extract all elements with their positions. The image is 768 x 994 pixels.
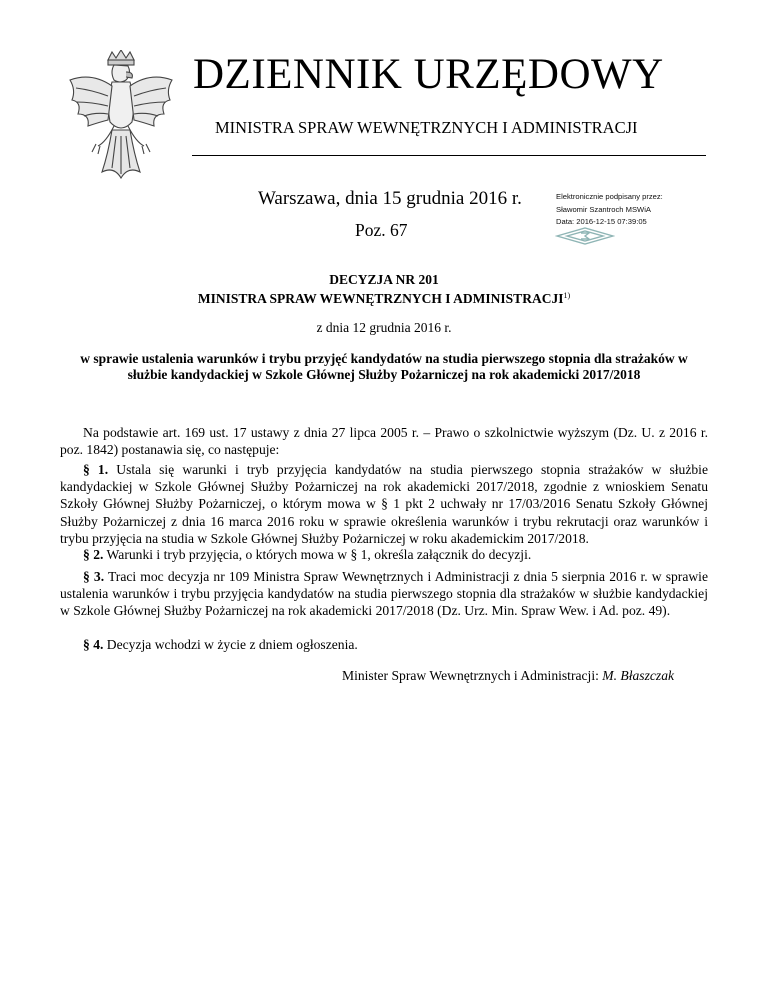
signature-stamp-icon [555,227,615,245]
section-3-label: § 3. [83,569,105,584]
section-3-text: Traci moc decyzja nr 109 Ministra Spraw Wewnętrznych i Administracji z dnia 5 sierpnia 2016 r. w sprawie ustalenia warunków i trybu przyjęcia kandydatów na studia pierwszego stopnia dla strażaków w służbie kandydackiej w Szkole Głównej Służby Pożarniczej na rok akademicki 2017/2018 (Dz. Urz. Min. Spraw Wew. i Ad. poz. 49). [60,569,708,619]
section-3-paragraph [60,568,708,620]
esign-signer: Sławomir Szantroch MSWiA [556,204,651,214]
section-4-text: Decyzja wchodzi w życie z dniem ogłoszenia. [106,637,358,652]
section-1-text: Ustala się warunki i tryb przyjęcia kandydatów na studia pierwszego stopnia strażaków w służbie kandydackiej w Szkole Głównej Służby Pożarniczej na rok akademicki 2017/2018, zgodnie z wnioskiem Senatu Szkoły Głównej Służby Pożarniczej, o którym mowa w § 1 pkt 2 uchwały nr 17/03/2016 Senatu Szkoły Głównej Służby Pożarniczej z dnia 16 marca 2016 roku w sprawie określenia warunków i trybu rekrutacji oraz warunków i trybu przyjęcia na studia w Szkole Głównej Służby Pożarniczej w roku akademickim 2017/2018. [60,462,708,546]
signatory-name: M. Błaszczak [602,668,675,683]
signatory-role: Minister Spraw Wewnętrznych i Administracji: [342,668,599,683]
decision-authority [60,288,708,307]
position-number: Poz. 67 [355,220,408,240]
journal-subtitle: MINISTRA SPRAW WEWNĘTRZNYCH I ADMINISTRACJI [215,118,638,137]
section-1-label: § 1. [83,462,109,477]
publication-date: Warszawa, dnia 15 grudnia 2016 r. [258,188,522,209]
section-2-text: Warunki i tryb przyjęcia, o których mowa w § 1, określa załącznik do decyzji. [106,547,532,562]
esign-date: Data: 2016-12-15 07:39:05 [556,217,647,226]
section-2-paragraph [60,546,708,563]
signature-line [342,668,674,684]
section-2-label: § 2. [83,547,104,562]
decision-authority-text: MINISTRA SPRAW WEWNĘTRZNYCH I ADMINISTRACJI [197,291,564,306]
footnote-reference: 1) [563,291,571,300]
esign-line-1: Elektronicznie podpisany przez: [556,192,663,201]
legal-basis-paragraph: Na podstawie art. 169 ust. 17 ustawy z dnia 27 lipca 2005 r. – Prawo o szkolnictwie wyższym (Dz. U. z 2016 r. poz. 1842) postanawia się, co następuje: [60,425,708,458]
journal-title: DZIENNIK URZĘDOWY [193,51,664,98]
decision-date: z dnia 12 grudnia 2016 r. [316,320,452,335]
section-4-paragraph [60,636,708,653]
section-4-label: § 4. [83,637,104,652]
electronic-signature-block [556,191,663,229]
polish-eagle-emblem-icon [62,50,180,182]
section-1-paragraph [60,461,708,547]
decision-subject: w sprawie ustalenia warunków i trybu przyjęć kandydatów na studia pierwszego stopnia dla strażaków w służbie kandydackiej w Szkole Głównej Służby Pożarniczej na rok akademicki 2017/2018 [80,351,688,382]
header-divider [192,155,706,156]
decision-number: DECYZJA NR 201 [329,272,439,287]
